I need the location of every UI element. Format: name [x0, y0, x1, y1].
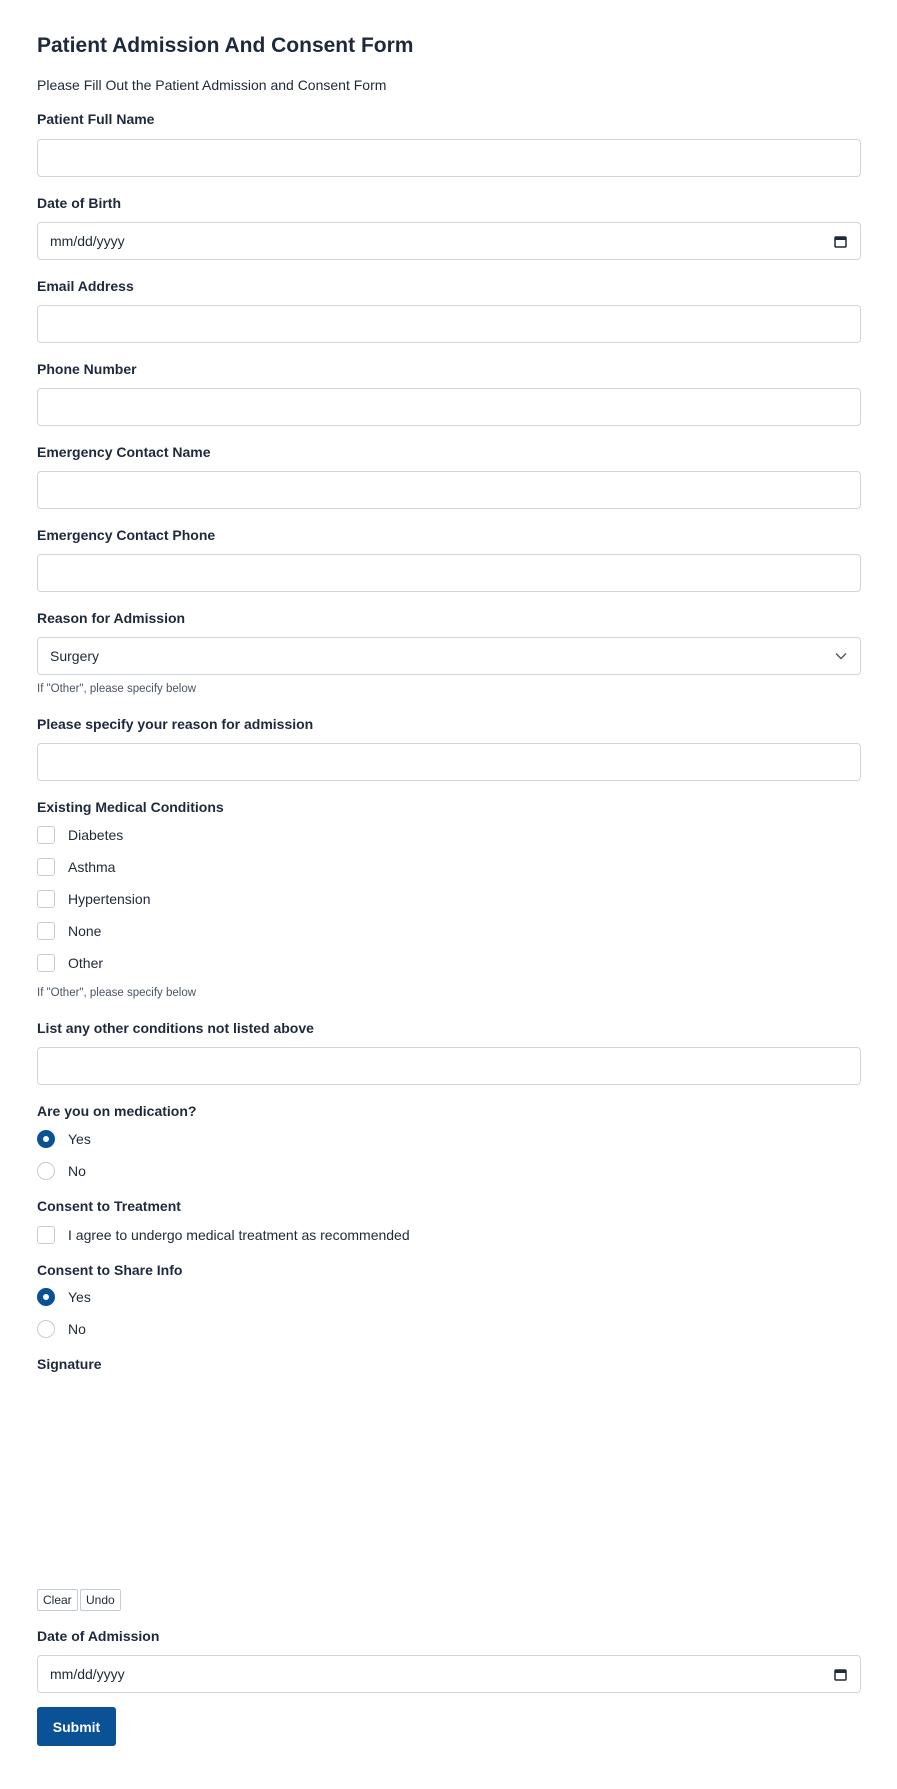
signature-label: Signature — [37, 1356, 102, 1372]
phone-label: Phone Number — [37, 361, 137, 377]
consent-treatment-label: Consent to Treatment — [37, 1198, 181, 1214]
full-name-input[interactable] — [37, 139, 861, 177]
medication-no[interactable] — [37, 1160, 86, 1182]
condition-hypertension-label: Hypertension — [68, 891, 151, 907]
condition-diabetes[interactable] — [37, 824, 123, 846]
dob-placeholder: mm/dd/yyyy — [50, 233, 125, 249]
condition-diabetes-label: Diabetes — [68, 827, 124, 843]
condition-asthma[interactable] — [37, 856, 115, 878]
conditions-other-label: List any other conditions not listed above — [37, 1020, 314, 1036]
consent-share-yes[interactable] — [37, 1286, 91, 1308]
condition-none-checkbox[interactable] — [37, 922, 55, 940]
reason-selected-value: Surgery — [50, 648, 100, 664]
condition-none[interactable] — [37, 920, 101, 942]
dob-label: Date of Birth — [37, 195, 121, 211]
page-title: Patient Admission And Consent Form — [37, 34, 414, 57]
reason-label: Reason for Admission — [37, 610, 186, 626]
reason-other-input[interactable] — [37, 743, 861, 781]
consent-treatment-option[interactable] — [37, 1224, 410, 1246]
consent-share-yes-label: Yes — [68, 1289, 91, 1305]
admission-date-input[interactable] — [37, 1655, 861, 1693]
reason-select[interactable] — [37, 637, 861, 675]
reason-help-text: If "Other", please specify below — [37, 683, 197, 695]
emergency-name-label: Emergency Contact Name — [37, 444, 211, 460]
admission-date-placeholder: mm/dd/yyyy — [50, 1666, 125, 1682]
consent-share-yes-radio[interactable] — [37, 1288, 55, 1306]
condition-other-checkbox[interactable] — [37, 954, 55, 972]
conditions-other-input[interactable] — [37, 1047, 861, 1085]
medication-yes-label: Yes — [68, 1131, 91, 1147]
conditions-label: Existing Medical Conditions — [37, 799, 224, 815]
admission-date-label: Date of Admission — [37, 1628, 160, 1644]
condition-none-label: None — [68, 923, 102, 939]
condition-other-label: Other — [68, 955, 104, 971]
medication-yes-radio[interactable] — [37, 1130, 55, 1148]
condition-hypertension[interactable] — [37, 888, 151, 910]
condition-diabetes-checkbox[interactable] — [37, 826, 55, 844]
submit-button[interactable]: Submit — [37, 1707, 116, 1746]
emergency-phone-input[interactable] — [37, 554, 861, 592]
dob-input[interactable] — [37, 222, 861, 260]
conditions-help-text: If "Other", please specify below — [37, 987, 197, 999]
condition-asthma-label: Asthma — [68, 859, 116, 875]
email-input[interactable] — [37, 305, 861, 343]
email-label: Email Address — [37, 278, 134, 294]
medication-no-radio[interactable] — [37, 1162, 55, 1180]
emergency-phone-label: Emergency Contact Phone — [37, 527, 216, 543]
condition-hypertension-checkbox[interactable] — [37, 890, 55, 908]
consent-treatment-option-label: I agree to undergo medical treatment as recommended — [68, 1227, 410, 1243]
calendar-icon[interactable] — [832, 1666, 848, 1682]
consent-share-no-label: No — [68, 1321, 86, 1337]
phone-input[interactable] — [37, 388, 861, 426]
medication-label: Are you on medication? — [37, 1103, 197, 1119]
signature-pad[interactable] — [37, 1385, 861, 1585]
full-name-label: Patient Full Name — [37, 111, 155, 127]
consent-share-label: Consent to Share Info — [37, 1262, 183, 1278]
condition-asthma-checkbox[interactable] — [37, 858, 55, 876]
signature-clear-button[interactable]: Clear — [37, 1589, 78, 1611]
condition-other[interactable] — [37, 952, 103, 974]
signature-undo-button[interactable]: Undo — [80, 1589, 121, 1611]
medication-yes[interactable] — [37, 1128, 91, 1150]
consent-share-no[interactable] — [37, 1318, 86, 1340]
emergency-name-input[interactable] — [37, 471, 861, 509]
consent-treatment-checkbox[interactable] — [37, 1226, 55, 1244]
consent-share-no-radio[interactable] — [37, 1320, 55, 1338]
reason-other-label: Please specify your reason for admission — [37, 716, 314, 732]
calendar-icon[interactable] — [832, 233, 848, 249]
page-subtitle: Please Fill Out the Patient Admission and Consent Form — [37, 77, 387, 93]
chevron-down-icon — [834, 649, 848, 663]
medication-no-label: No — [68, 1163, 86, 1179]
